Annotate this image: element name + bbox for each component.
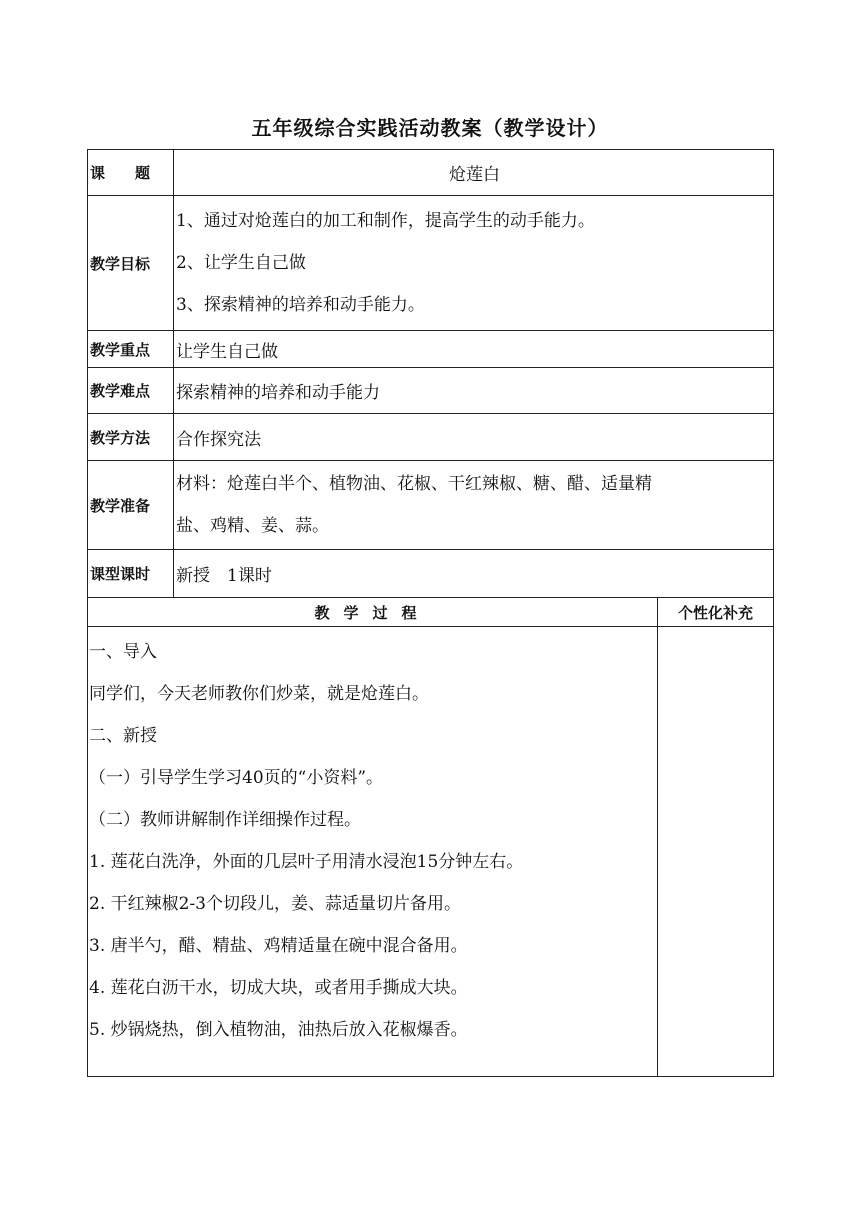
process-line: 二、新授 <box>89 726 157 746</box>
process-line: 同学们，今天老师教你们炒菜，就是炝莲白。 <box>89 684 429 704</box>
key-point-value: 让学生自己做 <box>174 331 774 368</box>
row-method <box>88 414 774 461</box>
row-topic <box>88 150 774 196</box>
row-difficulty <box>88 368 774 414</box>
process-body <box>88 627 658 1077</box>
process-header <box>88 598 658 627</box>
row-process-body <box>88 627 774 1077</box>
key-point-label: 教学重点 <box>88 331 174 368</box>
topic-label: 课 题 <box>88 150 174 196</box>
supplement-body <box>658 627 774 1077</box>
process-line: 4. 莲花白沥干水，切成大块，或者用手撕成大块。 <box>89 978 468 998</box>
preparation-line: 盐、鸡精、姜、蒜。 <box>176 516 329 536</box>
process-header-text: 教学过程 <box>314 603 431 622</box>
lesson-type-label: 课型课时 <box>88 550 174 598</box>
goal-line: 1、通过对炝莲白的加工和制作，提高学生的动手能力。 <box>176 211 595 231</box>
goal-line: 3、探索精神的培养和动手能力。 <box>176 295 425 315</box>
process-line: 2. 干红辣椒2-3个切段儿，姜、蒜适量切片备用。 <box>89 894 461 914</box>
supplement-header: 个性化补充 <box>658 598 774 627</box>
row-goals <box>88 196 774 331</box>
preparation-value <box>174 461 774 550</box>
goal-line: 2、让学生自己做 <box>176 253 306 273</box>
process-line: 5. 炒锅烧热，倒入植物油，油热后放入花椒爆香。 <box>89 1020 468 1040</box>
row-lesson-type <box>88 550 774 598</box>
lesson-type-value: 新授 1课时 <box>174 550 774 598</box>
difficulty-value: 探索精神的培养和动手能力 <box>174 368 774 414</box>
row-key-point <box>88 331 774 368</box>
process-line: （二）教师讲解制作详细操作过程。 <box>89 810 361 830</box>
method-value: 合作探究法 <box>174 414 774 461</box>
preparation-line: 材料：炝莲白半个、植物油、花椒、干红辣椒、糖、醋、适量精 <box>176 474 652 494</box>
process-line: 1. 莲花白洗净，外面的几层叶子用清水浸泡15分钟左右。 <box>89 852 524 872</box>
preparation-label: 教学准备 <box>88 461 174 550</box>
difficulty-label: 教学难点 <box>88 368 174 414</box>
goals-value <box>174 196 774 331</box>
goals-label: 教学目标 <box>88 196 174 331</box>
process-line: （一）引导学生学习40页的“小资料”。 <box>89 768 384 788</box>
row-process-header <box>88 598 774 627</box>
process-line: 3. 唐半勺，醋、精盐、鸡精适量在碗中混合备用。 <box>89 936 468 956</box>
method-label: 教学方法 <box>88 414 174 461</box>
process-line: 一、导入 <box>89 642 157 662</box>
topic-value: 炝莲白 <box>174 150 774 196</box>
document-title: 五年级综合实践活动教案（教学设计） <box>251 116 609 140</box>
lesson-plan-table <box>87 149 774 1077</box>
row-preparation <box>88 461 774 550</box>
